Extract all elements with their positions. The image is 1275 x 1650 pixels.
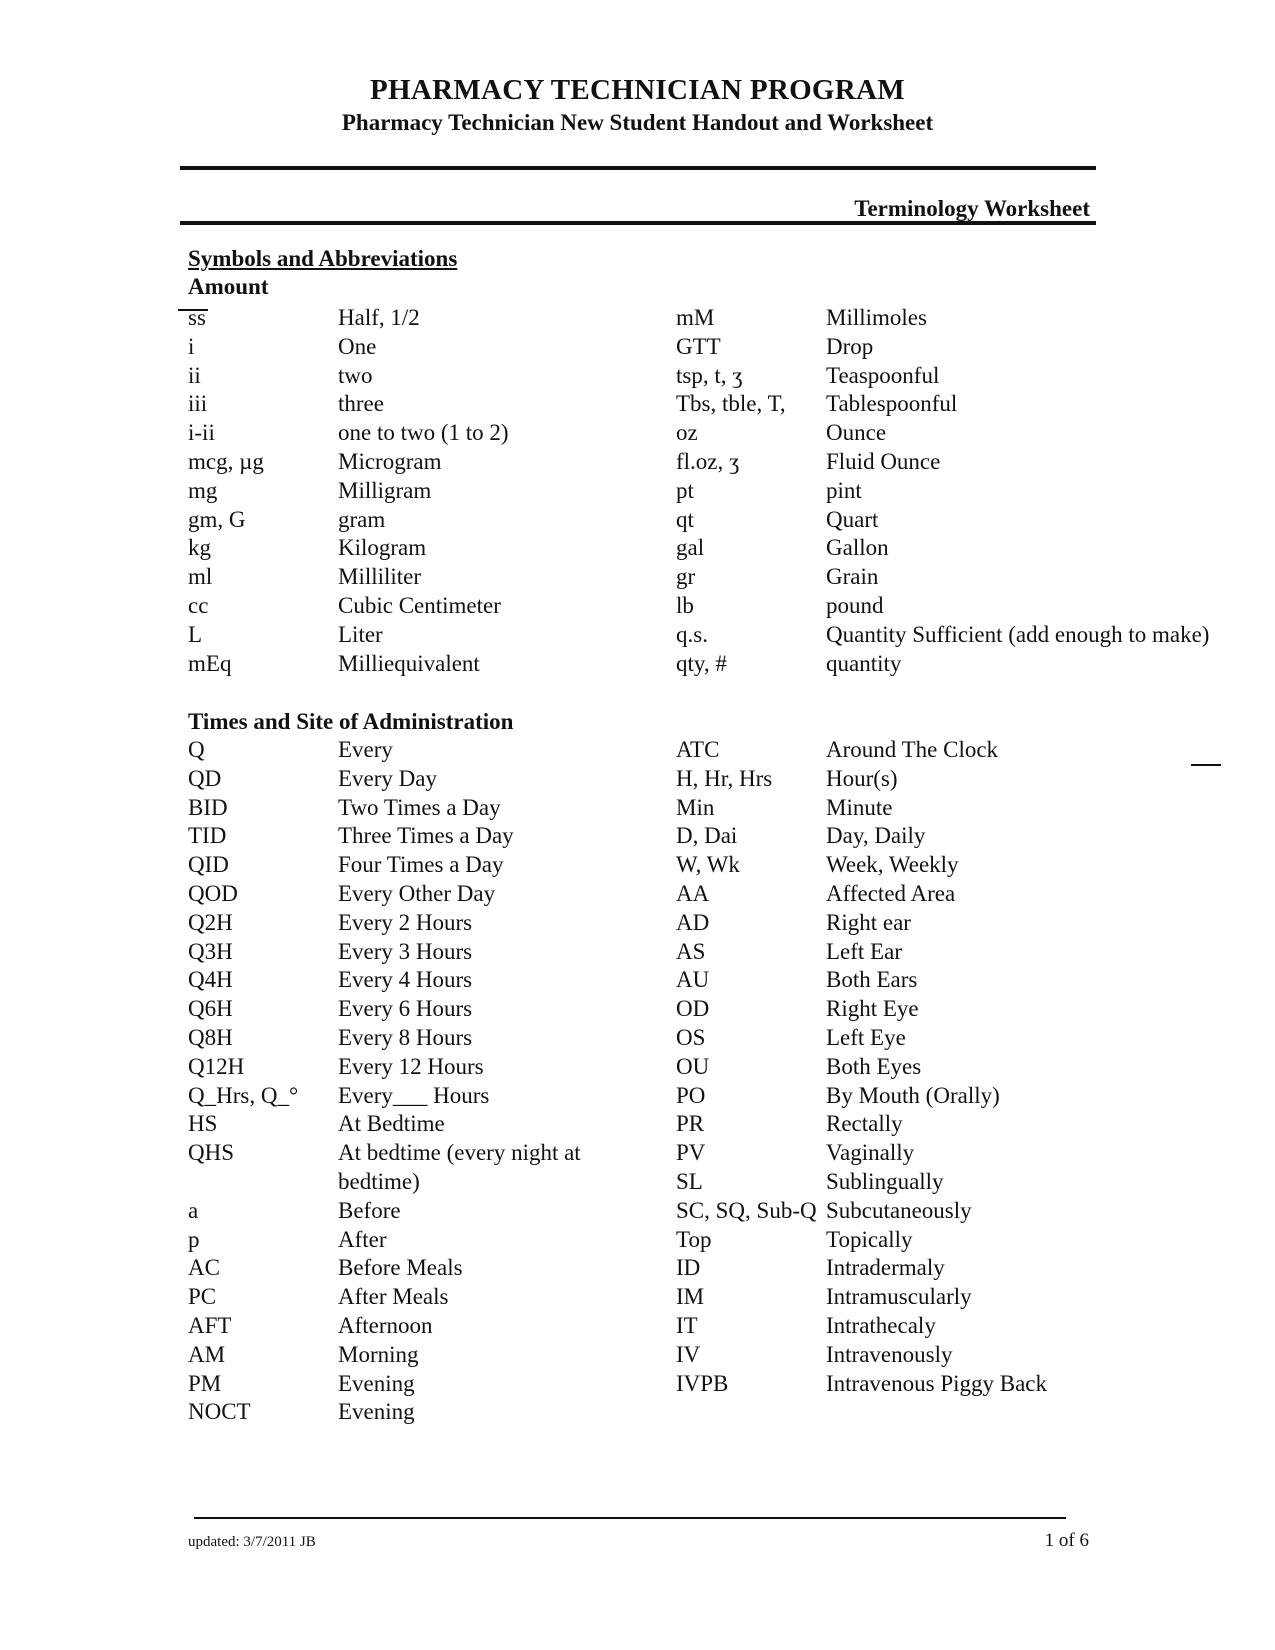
amount-abbrev-right-cell: tsp, t, ʒ [676, 362, 743, 388]
amount-meaning-right-cell: Quart [826, 506, 879, 532]
times-abbrev-cell: Q3H [188, 938, 233, 964]
times-meaning-right-cell: Intramuscularly [826, 1284, 972, 1310]
amount-meaning-cell: Milliliter [338, 564, 422, 590]
amount-abbrev-cell: mcg, µg [188, 448, 264, 474]
amount-meaning-right-cell: Grain [826, 564, 879, 590]
times-meaning-cell: Every___ Hours [338, 1082, 490, 1108]
times-meaning-right-cell: Intradermaly [826, 1255, 945, 1281]
amount-abbrev-right-cell: gr [676, 564, 696, 590]
times-meaning-cell: Every 2 Hours [338, 909, 473, 935]
header-rule-bottom [180, 221, 1096, 225]
times-abbrev-right-cell: IVPB [676, 1370, 729, 1396]
amount-meaning-cell: gram [338, 506, 386, 532]
times-abbrev-cell: QID [188, 852, 229, 878]
times-abbrev-cell: AFT [188, 1312, 232, 1338]
times-abbrev-cell: Q12H [188, 1053, 245, 1079]
times-meaning-right-cell: Topically [826, 1226, 913, 1252]
times-abbrev-cell: AC [188, 1255, 220, 1281]
handout-subtitle: Pharmacy Technician New Student Handout and Worksheet [341, 110, 934, 135]
amount-meaning-right-cell: Tablespoonful [826, 391, 958, 417]
times-meaning-right-cell: Minute [826, 794, 893, 820]
times-abbrev-cell: NOCT [188, 1399, 251, 1425]
times-meaning-cell: Every Day [338, 765, 437, 791]
times-abbrev-right-cell: AA [676, 880, 710, 906]
times-meaning-cell: After [338, 1226, 387, 1252]
updated-note: updated: 3/7/2011 JB [188, 1534, 316, 1550]
times-abbrev-cell: PM [188, 1370, 222, 1396]
times-meaning-right-cell: Right Eye [826, 996, 919, 1022]
amount-meaning-cell: Liter [338, 621, 383, 647]
amount-meaning-cell: Milliequivalent [338, 650, 480, 676]
times-abbrev-cell: Q2H [188, 909, 233, 935]
times-meaning-cell: Two Times a Day [338, 794, 501, 820]
times-abbrev-right-cell: IT [676, 1312, 698, 1338]
amount-abbrev-right-cell: qt [676, 506, 694, 532]
times-meaning-right-cell [826, 1398, 1256, 1427]
footer-rule [194, 1517, 1066, 1519]
times-abbrev-cell: Q8H [188, 1024, 233, 1050]
section-title: Symbols and Abbreviations [188, 246, 458, 271]
times-meaning-right-cell: Day, Daily [826, 823, 926, 849]
times-meaning-right-cell: By Mouth (Orally) [826, 1082, 1000, 1108]
amount-meaning-right-cell: Teaspoonful [826, 362, 940, 388]
amount-meaning-right-cell: pound [826, 592, 884, 618]
times-abbrev-right-cell: Min [676, 794, 715, 820]
times-abbrev-right-cell: AS [676, 938, 706, 964]
times-meaning-cell: Before [338, 1197, 401, 1223]
times-abbrev-right-cell: PV [676, 1140, 706, 1166]
amount-meaning-cell: Cubic Centimeter [338, 592, 501, 618]
amount-meaning-cell: one to two (1 to 2) [338, 420, 509, 446]
amount-abbrev-cell: ss [188, 305, 206, 330]
amount-abbrev-right-cell: pt [676, 477, 694, 503]
amount-heading: Amount [188, 274, 269, 299]
page-number: 1 of 6 [1044, 1530, 1089, 1551]
times-meaning-cell: At bedtime (every night at [338, 1140, 581, 1166]
times-heading: Times and Site of Administration [188, 709, 514, 734]
amount-abbrev-cell: mg [188, 477, 218, 503]
amount-abbrev-cell: iii [188, 391, 208, 417]
amount-abbrev-right-cell: lb [676, 592, 694, 618]
amount-abbrev-cell: L [188, 621, 203, 647]
amount-meaning-cell: Milligram [338, 477, 432, 503]
program-title: PHARMACY TECHNICIAN PROGRAM [370, 74, 905, 106]
worksheet-title: Terminology Worksheet [854, 196, 1090, 221]
times-meaning-right-cell: Both Eyes [826, 1053, 922, 1079]
amount-abbrev-cell: ml [188, 564, 213, 590]
times-meaning-right-cell: Hour(s) [826, 765, 898, 791]
times-meaning-right-cell: Vaginally [826, 1140, 915, 1166]
times-meaning-right-cell: Intrathecaly [826, 1312, 936, 1338]
amount-abbrev-right-cell: qty, # [676, 650, 727, 676]
times-meaning-right-cell: Rectally [826, 1111, 903, 1137]
times-abbrev-cell [188, 1168, 338, 1197]
amount-abbrev-right-cell: mM [676, 305, 715, 330]
times-meaning-cell: Every Other Day [338, 880, 496, 906]
times-abbrev-right-cell: Top [676, 1226, 712, 1252]
times-abbrev-cell: QHS [188, 1140, 235, 1166]
times-meaning-cell: Every 12 Hours [338, 1053, 484, 1079]
header-rule-top [180, 166, 1096, 170]
times-abbrev-cell: PC [188, 1284, 217, 1310]
times-meaning-cell: Every 3 Hours [338, 938, 473, 964]
times-abbrev-right-cell: SC, SQ, Sub-Q [676, 1197, 817, 1223]
times-meaning-cell: At Bedtime [338, 1111, 445, 1137]
times-meaning-right-cell: Left Eye [826, 1024, 906, 1050]
times-abbrev-right-cell [676, 1398, 826, 1427]
times-abbrev-cell: QD [188, 765, 222, 791]
times-abbrev-cell: HS [188, 1111, 218, 1137]
amount-abbrev-right-cell: GTT [676, 333, 721, 359]
times-meaning-cell: Every 8 Hours [338, 1024, 473, 1050]
times-meaning-right-cell: Week, Weekly [826, 852, 959, 878]
times-abbrev-cell: QOD [188, 880, 238, 906]
times-abbrev-right-cell: H, Hr, Hrs [676, 765, 773, 791]
times-meaning-right-cell: Both Ears [826, 967, 918, 993]
amount-table [188, 304, 1256, 678]
amount-meaning-right-cell: Drop [826, 333, 874, 359]
amount-meaning-right-cell: Millimoles [826, 305, 927, 330]
times-abbrev-right-cell: ID [676, 1255, 701, 1281]
times-abbrev-right-cell: AD [676, 909, 710, 935]
times-abbrev-right-cell: PO [676, 1082, 706, 1108]
amount-abbrev-cell: i-ii [188, 420, 215, 446]
times-meaning-right-cell: Affected Area [826, 880, 956, 906]
times-abbrev-cell: TID [188, 823, 227, 849]
amount-abbrev-cell: kg [188, 535, 211, 561]
times-meaning-cell: Every 4 Hours [338, 967, 473, 993]
times-meaning-right-cell: Subcutaneously [826, 1197, 972, 1223]
amount-abbrev-right-cell: fl.oz, ʒ [676, 448, 740, 474]
amount-meaning-right-cell: Gallon [826, 535, 889, 561]
times-abbrev-right-cell: OD [676, 996, 710, 1022]
times-abbrev-cell: Q6H [188, 996, 233, 1022]
amount-meaning-cell: One [338, 333, 377, 359]
times-abbrev-right-cell: W, Wk [676, 852, 740, 878]
times-abbrev-right-cell: PR [676, 1111, 705, 1137]
times-abbrev-right-cell: IV [676, 1341, 701, 1367]
times-meaning-right-cell: Sublingually [826, 1168, 944, 1194]
times-meaning-cell: Three Times a Day [338, 823, 514, 849]
times-abbrev-cell: BID [188, 794, 228, 820]
amount-abbrev-right-cell: Tbs, tble, T, [676, 391, 786, 417]
times-abbrev-cell: p [188, 1226, 200, 1252]
times-meaning-cell: Morning [338, 1341, 419, 1367]
times-abbrev-right-cell: SL [676, 1168, 703, 1194]
times-meaning-cell: Evening [338, 1370, 415, 1396]
amount-abbrev-right-cell: oz [676, 420, 698, 446]
times-meaning-cell: Every [338, 737, 393, 762]
amount-meaning-cell: Half, 1/2 [338, 305, 420, 330]
times-meaning-right-cell: Intravenous Piggy Back [826, 1370, 1048, 1396]
times-abbrev-right-cell: AU [676, 967, 710, 993]
amount-abbrev-cell: cc [188, 592, 209, 618]
amount-abbrev-right-cell: gal [676, 535, 705, 561]
amount-meaning-right-cell: Ounce [826, 420, 887, 446]
times-meaning-cell: bedtime) [338, 1168, 420, 1194]
times-abbrev-right-cell: ATC [676, 737, 720, 762]
amount-abbrev-cell: mEq [188, 650, 232, 676]
amount-meaning-right-cell: quantity [826, 650, 902, 676]
times-abbrev-cell: a [188, 1197, 199, 1223]
times-meaning-cell: Every 6 Hours [338, 996, 473, 1022]
amount-meaning-cell: three [338, 391, 384, 417]
times-meaning-right-cell: Intravenously [826, 1341, 953, 1367]
amount-abbrev-right-cell: q.s. [676, 621, 708, 647]
times-abbrev-cell: Q_Hrs, Q_° [188, 1082, 299, 1108]
times-abbrev-right-cell: OU [676, 1053, 710, 1079]
amount-meaning-right-cell: pint [826, 477, 862, 503]
times-abbrev-cell: Q4H [188, 967, 233, 993]
times-meaning-cell: Before Meals [338, 1255, 463, 1281]
times-table [188, 736, 1256, 1427]
amount-meaning-right-cell: Fluid Ounce [826, 448, 941, 474]
amount-meaning-cell: Microgram [338, 448, 442, 474]
times-meaning-cell: Evening [338, 1399, 415, 1425]
amount-abbrev-cell: i [188, 333, 195, 359]
times-abbrev-right-cell: D, Dai [676, 823, 738, 849]
times-abbrev-right-cell: IM [676, 1284, 705, 1310]
times-meaning-cell: After Meals [338, 1284, 449, 1310]
times-meaning-right-cell: Right ear [826, 909, 911, 935]
amount-meaning-right-cell: Quantity Sufficient (add enough to make) [826, 621, 1210, 647]
times-abbrev-right-cell: OS [676, 1024, 706, 1050]
times-meaning-cell: Four Times a Day [338, 852, 504, 878]
amount-abbrev-cell: gm, G [188, 506, 246, 532]
times-abbrev-cell: AM [188, 1341, 226, 1367]
amount-meaning-cell: two [338, 362, 373, 388]
amount-abbrev-cell: ii [188, 362, 201, 388]
amount-meaning-cell: Kilogram [338, 535, 427, 561]
times-abbrev-cell: Q [188, 737, 205, 762]
times-meaning-cell: Afternoon [338, 1312, 433, 1338]
times-meaning-right-cell: Left Ear [826, 938, 902, 964]
times-meaning-right-cell: Around The Clock [826, 737, 999, 762]
